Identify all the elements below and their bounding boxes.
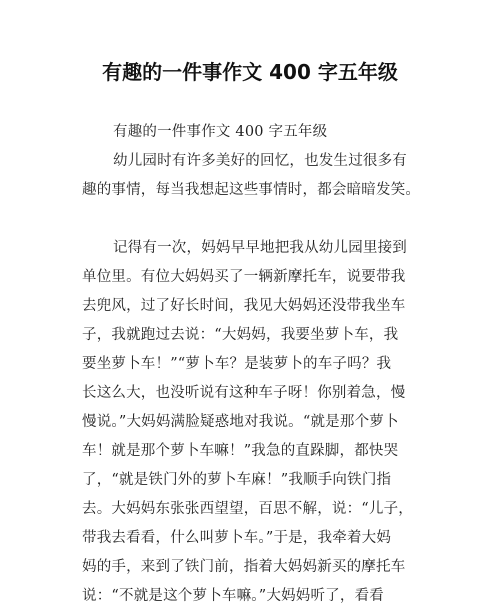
article-line: 带我去看看，什么叫萝卜车。”于是，我牵着大妈 — [82, 530, 392, 546]
article-line: 去兜风，过了好长时间，我见大妈妈还没带我坐车 — [82, 298, 406, 314]
article-line: 长这么大，也没听说有这种车子呀！你别着急，慢 — [82, 385, 406, 401]
paragraph-gap — [82, 205, 422, 234]
article-line: 趣的事情，每当我想起这些事情时，都会暗暗发笑。 — [82, 182, 421, 198]
article-line: 子，我就跑过去说：“大妈妈，我要坐萝卜车，我 — [82, 327, 399, 343]
article-line: 慢说。”大妈妈满脸疑惑地对我说。“就是那个萝卜 — [82, 414, 399, 430]
article-line: 要坐萝卜车！”“萝卜车？是装萝卜的车子吗？我 — [82, 356, 392, 372]
article-body — [82, 118, 422, 611]
article-line: 单位里。有位大妈妈买了一辆新摩托车，说要带我 — [82, 269, 406, 285]
article-line: 妈的手，来到了铁门前，指着大妈妈新买的摩托车 — [82, 559, 406, 575]
article-line: 说：“不就是这个萝卜车嘛。”大妈妈听了，看看 — [82, 588, 384, 604]
article-title: 有趣的一件事作文 400 字五年级 — [102, 60, 398, 84]
article-line: 了，“就是铁门外的萝卜车麻！”我顺手向铁门指 — [82, 472, 392, 488]
article-line: 去。大妈妈东张张西望望，百思不解，说：“儿子， — [82, 501, 414, 517]
article-line: 车！就是那个萝卜车嘛！”我急的直跺脚，都快哭 — [82, 443, 399, 459]
article-line: 幼儿园时有许多美好的回忆，也发生过很多有 — [113, 153, 407, 169]
article-line: 记得有一次，妈妈早早地把我从幼儿园里接到 — [113, 240, 407, 256]
article-line: 有趣的一件事作文 400 字五年级 — [113, 124, 328, 140]
